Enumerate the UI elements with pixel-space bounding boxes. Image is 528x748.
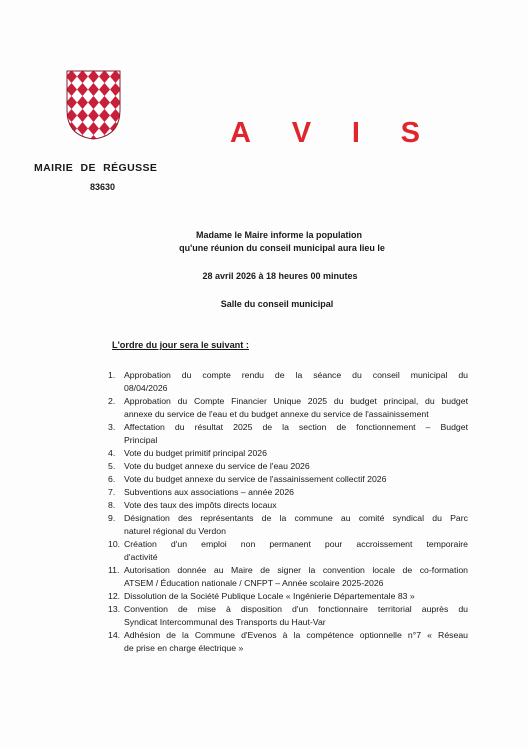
agenda-item-line: Syndicat Intercommunal des Transports du Haut-Var [124, 617, 326, 627]
agenda-item [108, 369, 468, 395]
agenda-item-line: Autorisation donnée au Maire de signer la convention locale de co-formation [124, 565, 468, 575]
agenda-item-text [124, 538, 468, 564]
agenda-item-number: 9. [108, 513, 116, 523]
agenda-item-text [124, 447, 468, 460]
agenda-item-number: 10. [108, 539, 121, 549]
agenda-item-text [124, 460, 468, 473]
agenda-item-number: 11. [108, 565, 120, 575]
agenda-item-number: 7. [108, 487, 116, 497]
agenda-title: L'ordre du jour sera le suivant : [112, 340, 249, 350]
agenda-item-line: Dissolution de la Société Publique Locale « Ingénierie Départementale 83 » [124, 591, 415, 601]
agenda-item [108, 473, 468, 486]
agenda-item-number: 13. [108, 604, 121, 614]
agenda-item-line: Désignation des représentants de la commune au comité syndical du Parc [124, 513, 468, 523]
agenda-item-line: ATSEM / Éducation nationale / CNFPT – Année scolaire 2025-2026 [124, 578, 384, 588]
agenda-item [108, 538, 468, 564]
agenda-item [108, 499, 468, 512]
agenda-item-line: Vote des taux des impôts directs locaux [124, 500, 277, 510]
avis-heading [230, 113, 420, 153]
agenda-item-line: Adhésion de la Commune d'Evenos à la compétence optionnelle n°7 « Réseau [124, 630, 468, 640]
agenda-item-text [124, 603, 468, 629]
agenda-item [108, 603, 468, 629]
agenda-item-number: 8. [108, 500, 116, 510]
agenda-item-line: 08/04/2026 [124, 383, 168, 393]
agenda-item-line: annexe du service de l'eau et du budget annexe du service de l'assainissement [124, 409, 429, 419]
agenda-item-number: 4. [108, 448, 116, 458]
avis-letter: V [291, 116, 312, 149]
meeting-date: 28 avril 2026 à 18 heures 00 minutes [202, 271, 358, 281]
agenda-item [108, 590, 468, 603]
agenda-item-line: Approbation du compte rendu de la séance du conseil municipal du [124, 370, 468, 380]
agenda-item-number: 5. [108, 461, 116, 471]
avis-letter: A [230, 116, 251, 149]
agenda-item-text [124, 564, 468, 590]
agenda-item-text [124, 369, 468, 395]
agenda-item [108, 421, 468, 447]
agenda-list [108, 369, 468, 655]
agenda-item-line: Création d'un emploi non permanent pour accroissement temporaire [124, 539, 468, 549]
agenda-item-text [124, 421, 468, 447]
agenda-item-text [124, 486, 468, 499]
agenda-item-line: Vote du budget annexe du service de l'eau 2026 [124, 461, 310, 471]
agenda-item-text [124, 395, 468, 421]
avis-letter: S [400, 116, 420, 149]
meeting-place: Salle du conseil municipal [220, 299, 334, 309]
agenda-item-line: naturel régional du Verdon [124, 526, 226, 536]
agenda-item [108, 395, 468, 421]
agenda-item-number: 1. [108, 370, 116, 380]
agenda-item-number: 6. [108, 474, 116, 484]
agenda-item-line: Affectation du résultat 2025 de la section de fonctionnement – Budget [124, 422, 468, 432]
agenda-item-line: d'activité [124, 552, 158, 562]
agenda-item [108, 629, 468, 655]
agenda-item-text [124, 590, 468, 603]
agenda-item-text [124, 473, 468, 486]
agenda-item-line: Convention de mise à disposition d'un fonctionnaire territorial auprès du [124, 604, 468, 614]
agenda-item [108, 460, 468, 473]
agenda-item-line: de prise en charge électrique » [124, 643, 244, 653]
agenda-item-number: 3. [108, 422, 116, 432]
notice-line-1: Madame le Maire informe la population [195, 230, 363, 240]
notice-line-2: qu'une réunion du conseil municipal aura lieu le [179, 243, 385, 253]
agenda-item-line: Subventions aux associations – année 2026 [124, 487, 295, 497]
agenda-item [108, 486, 468, 499]
agenda-item-text [124, 629, 468, 655]
avis-letter: I [351, 116, 360, 149]
agenda-item-text [124, 512, 468, 538]
agenda-item [108, 447, 468, 460]
mairie-name: MAIRIE DE RÉGUSSE [34, 162, 158, 174]
agenda-item-line: Approbation du Compte Financier Unique 2025 du budget principal, du budget [124, 396, 468, 406]
agenda-item [108, 512, 468, 538]
postcode: 83630 [90, 182, 116, 192]
agenda-item-number: 14. [108, 630, 121, 640]
monaco-lozenge-shield-icon [66, 70, 121, 140]
agenda-item-number: 2. [108, 396, 116, 406]
agenda-item [108, 564, 468, 590]
agenda-item-line: Vote du budget primitif principal 2026 [124, 448, 267, 458]
agenda-item-number: 12. [108, 591, 121, 601]
agenda-item-text [124, 499, 468, 512]
agenda-item-line: Principal [124, 435, 158, 445]
agenda-item-line: Vote du budget annexe du service de l'assainissement collectif 2026 [124, 474, 387, 484]
